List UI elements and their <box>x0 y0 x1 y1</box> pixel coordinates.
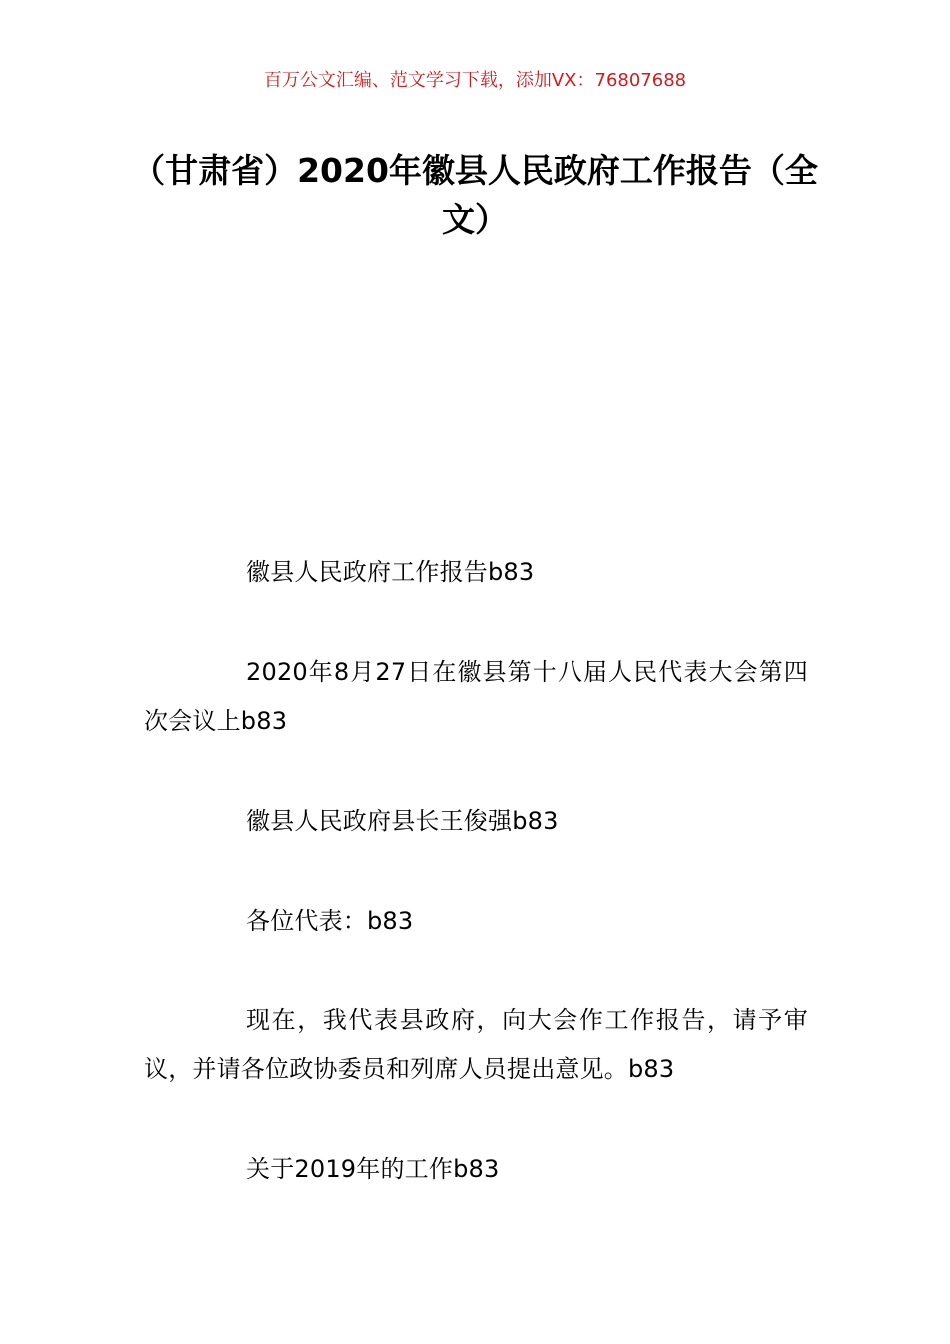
header-note: 百万公文汇编、范文学习下载，添加VX：76807688 <box>263 70 687 91</box>
speaker-paragraph: 徽县人民政府县长王俊强b83 <box>246 807 559 835</box>
document-title: （甘肃省）2020年徽县人民政府工作报告（全文） <box>132 151 818 239</box>
meeting-info-paragraph: 2020年8月27日在徽县第十八届人民代表大会第四次会议上b83 <box>144 658 808 735</box>
section-heading-paragraph: 关于2019年的工作b83 <box>246 1155 500 1183</box>
opening-paragraph: 现在，我代表县政府，向大会作工作报告，请予审议，并请各位政协委员和列席人员提出意见。b83 <box>144 1006 808 1083</box>
report-name-paragraph: 徽县人民政府工作报告b83 <box>246 558 535 586</box>
salutation-paragraph: 各位代表：b83 <box>246 907 414 935</box>
